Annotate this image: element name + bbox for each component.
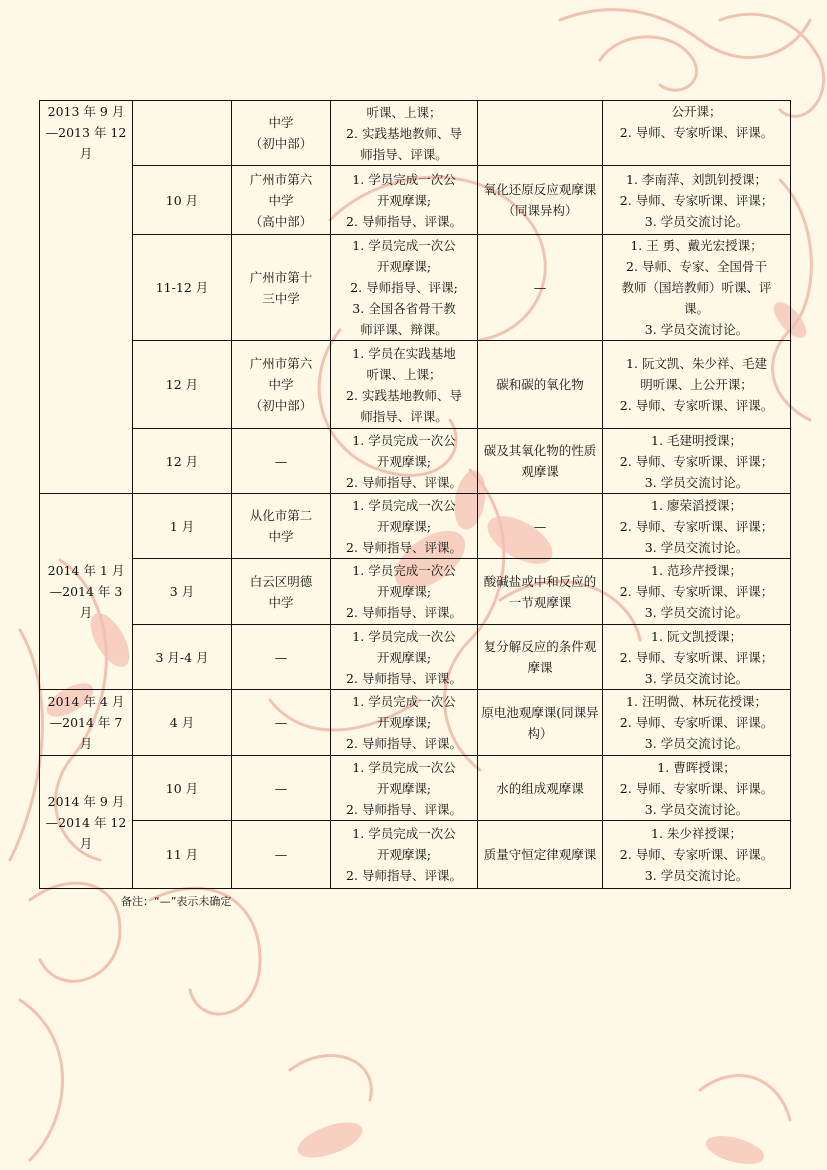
- arrangement-line: 3. 学员交流讨论。: [644, 213, 749, 229]
- footnote: 备注：“—”表示未确定: [121, 895, 232, 908]
- month-cell: 4 月: [133, 690, 232, 756]
- arrangement-line: 3. 学员交流讨论。: [644, 474, 749, 490]
- tasks-cell: [331, 341, 478, 429]
- arrangement-line: 2. 导师、专家听课、评课。: [619, 780, 774, 796]
- school-cell: [232, 690, 331, 756]
- arrangement-line: 3. 学员交流讨论。: [644, 539, 749, 555]
- period-cell: 2014 年 4 月—2014 年 7 月: [40, 690, 133, 756]
- tasks-line: 1. 学员完成一次公: [352, 171, 456, 187]
- arrangement-line: 1. 毛建明授课；: [651, 432, 742, 448]
- arrangement-cell: [603, 625, 791, 690]
- school-line: —: [274, 649, 288, 665]
- tasks-cell: [331, 690, 478, 756]
- tasks-line: 开观摩课;: [376, 192, 432, 208]
- tasks-line: 1. 学员完成一次公: [352, 238, 456, 253]
- table-row: [40, 341, 791, 429]
- school-line: 广州市第六: [249, 171, 313, 187]
- arrangement-cell: [603, 341, 791, 429]
- school-line: —: [274, 847, 288, 862]
- school-line: 中学: [268, 115, 294, 130]
- school-cell: [232, 341, 331, 429]
- month-cell: 10 月: [133, 756, 232, 821]
- school-cell: [232, 429, 331, 494]
- arrangement-line: 2. 导师、专家听课、评课；: [619, 649, 774, 665]
- tasks-line: 2. 导师指导、评课。: [346, 670, 462, 686]
- tasks-line: 开观摩课;: [376, 584, 432, 599]
- tasks-line: 2. 导师指导、评课。: [346, 213, 462, 229]
- tasks-cell: [331, 625, 478, 690]
- arrangement-line: 2. 导师、专家听课、评课。: [619, 715, 774, 730]
- topic-cell: 原电池观摩课(同课异构）: [478, 690, 603, 756]
- topic-cell: 氧化还原反应观摩课（同课异构）: [478, 166, 603, 235]
- arrangement-line: 2. 导师、专家听课、评课；: [619, 518, 774, 534]
- tasks-line: 1. 学员完成一次公: [352, 759, 456, 775]
- tasks-cell: [331, 166, 478, 235]
- tasks-line: 1. 学员完成一次公: [352, 694, 456, 709]
- school-line: 广州市第十: [249, 269, 313, 285]
- arrangement-line: 1. 范珍芹授课；: [651, 563, 742, 578]
- school-cell: [232, 101, 331, 166]
- arrangement-line: 3. 学员交流讨论。: [644, 322, 749, 337]
- arrangement-line: 1. 汪明微、林玩花授课；: [626, 694, 767, 709]
- tasks-cell: [331, 821, 478, 889]
- arrangement-line: 2. 导师、专家听课、评课。: [619, 125, 774, 140]
- arrangement-line: 3. 学员交流讨论。: [644, 868, 749, 883]
- arrangement-line: 2. 导师、专家听课、评课。: [619, 847, 774, 862]
- tasks-line: 开观摩课;: [376, 518, 432, 534]
- school-cell: [232, 625, 331, 690]
- table-row: [40, 559, 791, 625]
- school-cell: [232, 559, 331, 625]
- tasks-line: 2. 导师指导、评课。: [346, 539, 462, 555]
- arrangement-line: 1. 廖荣滔授课；: [651, 497, 742, 513]
- school-line: —: [274, 715, 288, 730]
- tasks-line: 1. 学员在实践基地: [352, 345, 456, 361]
- arrangement-line: 明听课、上公开课；: [640, 377, 753, 392]
- school-line: 从化市第二: [249, 508, 313, 523]
- school-cell: [232, 494, 331, 559]
- topic-cell: [478, 101, 603, 166]
- arrangement-line: 3. 学员交流讨论。: [644, 670, 749, 686]
- table-row: [40, 429, 791, 494]
- arrangement-line: 3. 学员交流讨论。: [644, 801, 749, 817]
- tasks-cell: [331, 101, 478, 166]
- tasks-line: 开观摩课;: [376, 259, 432, 274]
- month-cell: 12 月: [133, 341, 232, 429]
- tasks-line: 开观摩课;: [376, 715, 432, 730]
- school-line: （高中部）: [249, 213, 313, 229]
- arrangement-line: 2. 导师、专家、全国骨干: [626, 259, 767, 274]
- arrangement-cell: [603, 494, 791, 559]
- tasks-cell: [331, 429, 478, 494]
- arrangement-line: 1. 李南萍、刘凯钊授课；: [626, 171, 767, 187]
- tasks-line: 2. 导师指导、评课。: [346, 736, 462, 751]
- school-line: 三中学: [262, 290, 300, 306]
- training-schedule-table: [39, 100, 791, 889]
- tasks-line: 2. 实践基地教师、导: [346, 387, 462, 403]
- arrangement-line: 1. 朱少祥授课；: [651, 826, 742, 841]
- arrangement-line: 2. 导师、专家听课、评课。: [619, 398, 774, 413]
- table-row: [40, 821, 791, 889]
- topic-cell: 水的组成观摩课: [478, 756, 603, 821]
- tasks-cell: [331, 559, 478, 625]
- tasks-line: 开观摩课;: [376, 649, 432, 665]
- arrangement-cell: [603, 559, 791, 625]
- month-cell: 1 月: [133, 494, 232, 559]
- arrangement-line: 2. 导师、专家听课、评课；: [619, 192, 774, 208]
- table-row: [40, 166, 791, 235]
- tasks-line: 师评课、辩课。: [360, 322, 448, 337]
- tasks-line: 2. 导师指导、评课。: [346, 868, 462, 883]
- topic-cell: 复分解反应的条件观摩课: [478, 625, 603, 690]
- table-row: [40, 756, 791, 821]
- tasks-line: 2. 导师指导、评课。: [346, 801, 462, 817]
- month-cell: 12 月: [133, 429, 232, 494]
- school-cell: [232, 166, 331, 235]
- topic-cell: —: [478, 494, 603, 559]
- school-line: （初中部）: [249, 136, 313, 151]
- tasks-line: 1. 学员完成一次公: [352, 826, 456, 841]
- arrangement-cell: [603, 756, 791, 821]
- arrangement-line: 1. 王 勇、戴光宏授课；: [630, 238, 763, 253]
- tasks-line: 2. 导师指导、评课。: [346, 605, 462, 620]
- table-row: [40, 101, 791, 166]
- tasks-line: 3. 全国各省骨干教: [352, 301, 456, 316]
- topic-cell: 酸碱盐或中和反应的一节观摩课: [478, 559, 603, 625]
- school-cell: [232, 821, 331, 889]
- tasks-cell: [331, 494, 478, 559]
- arrangement-line: 课。: [683, 301, 709, 316]
- tasks-line: 听课、上课；: [366, 366, 442, 382]
- arrangement-cell: [603, 101, 791, 166]
- period-cell: 2013 年 9 月—2013 年 12 月: [40, 101, 133, 494]
- tasks-line: 开观摩课;: [376, 780, 432, 796]
- arrangement-line: 1. 阮文凯授课；: [651, 628, 742, 644]
- month-cell: 3 月-4 月: [133, 625, 232, 690]
- arrangement-cell: [603, 821, 791, 889]
- school-line: 中学: [268, 594, 294, 610]
- tasks-line: 听课、上课；: [366, 104, 442, 120]
- tasks-line: 开观摩课;: [376, 453, 432, 469]
- school-cell: [232, 235, 331, 341]
- school-line: —: [274, 780, 288, 796]
- tasks-cell: [331, 756, 478, 821]
- tasks-line: 师指导、评课。: [360, 146, 448, 162]
- school-line: 中学: [268, 529, 294, 544]
- arrangement-cell: [603, 235, 791, 341]
- table-row: [40, 494, 791, 559]
- school-line: 中学: [268, 377, 294, 392]
- school-line: 广州市第六: [249, 356, 313, 371]
- arrangement-cell: [603, 690, 791, 756]
- arrangement-line: 3. 学员交流讨论。: [644, 605, 749, 620]
- tasks-line: 2. 导师指导、评课;: [350, 280, 458, 295]
- school-line: 中学: [268, 192, 294, 208]
- arrangement-line: 1. 曹晖授课；: [657, 759, 736, 775]
- tasks-line: 1. 学员完成一次公: [352, 628, 456, 644]
- period-cell: 2014 年 9 月—2014 年 12 月: [40, 756, 133, 889]
- table-row: [40, 625, 791, 690]
- topic-cell: 质量守恒定律观摩课: [478, 821, 603, 889]
- tasks-line: 1. 学员完成一次公: [352, 432, 456, 448]
- topic-cell: —: [478, 235, 603, 341]
- arrangement-line: 2. 导师、专家听课、评课；: [619, 453, 774, 469]
- month-cell: 11-12 月: [133, 235, 232, 341]
- month-cell: 11 月: [133, 821, 232, 889]
- topic-cell: 碳及其氧化物的性质观摩课: [478, 429, 603, 494]
- school-cell: [232, 756, 331, 821]
- tasks-cell: [331, 235, 478, 341]
- month-cell: [133, 101, 232, 166]
- arrangement-cell: [603, 166, 791, 235]
- topic-cell: 碳和碳的氧化物: [478, 341, 603, 429]
- table-row: [40, 690, 791, 756]
- tasks-line: 2. 导师指导、评课。: [346, 474, 462, 490]
- school-line: 白云区明德: [249, 573, 313, 589]
- schedule-table-body: [40, 101, 791, 889]
- period-cell: 2014 年 1 月—2014 年 3 月: [40, 494, 133, 690]
- month-cell: 3 月: [133, 559, 232, 625]
- arrangement-cell: [603, 429, 791, 494]
- school-line: —: [274, 453, 288, 469]
- month-cell: 10 月: [133, 166, 232, 235]
- tasks-line: 师指导、评课。: [360, 408, 448, 424]
- tasks-line: 1. 学员完成一次公: [352, 497, 456, 513]
- arrangement-line: 3. 学员交流讨论。: [644, 736, 749, 751]
- table-row: [40, 235, 791, 341]
- arrangement-line: 1. 阮文凯、朱少祥、毛建: [626, 356, 767, 371]
- tasks-line: 1. 学员完成一次公: [352, 563, 456, 578]
- tasks-line: 开观摩课;: [376, 847, 432, 862]
- arrangement-line: 公开课；: [671, 104, 722, 119]
- tasks-line: 2. 实践基地教师、导: [346, 125, 462, 141]
- arrangement-line: 教师（国培教师）听课、评: [621, 280, 772, 295]
- arrangement-line: 2. 导师、专家听课、评课；: [619, 584, 774, 599]
- school-line: （初中部）: [249, 398, 313, 413]
